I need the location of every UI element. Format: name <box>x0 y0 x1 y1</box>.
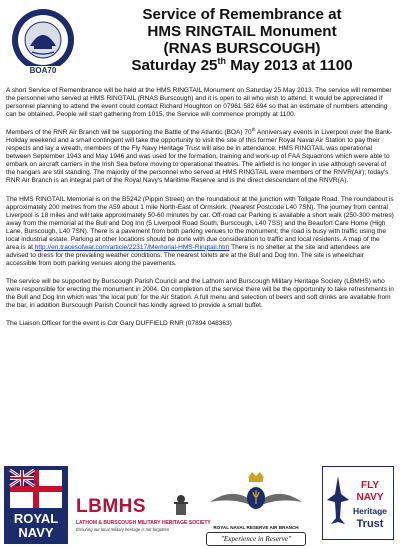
page-title <box>92 6 392 74</box>
lbmhs-tagline: Ensuring our local military heritage is not forgotten <box>76 527 170 532</box>
title-line-1: Service of Remembrance at <box>142 6 342 23</box>
sponsor-logos <box>0 464 400 546</box>
fly-navy-line-2: NAVY <box>356 492 384 503</box>
fly-navy-line-4: Trust <box>356 518 384 530</box>
boa70-label: BOA70 <box>8 66 78 75</box>
royal-navy-line-2: NAVY <box>18 525 54 540</box>
rnr-air-branch-name: ROYAL NAVAL RESERVE AIR BRANCH <box>213 525 299 530</box>
fly-navy-line-1: FLY <box>361 480 379 491</box>
map-link[interactable]: http://en.tracesofwar.com/article/22317/Memorial-HMS-Ringtail.htm <box>34 243 230 251</box>
rnr-air-branch-motto: "Experience in Reserve" <box>206 532 306 546</box>
paragraph-location: The HMS RINGTAIL Memorial is on the B5242 (Pippin Street) on the roundabout at the junction with Tollgate Road. The roundabout is approximately 200 metres from the A59 about 1 mile North-East of Ormskirk. (Nearest Postcode L40 7SN). The journey from central Liverpool is 18 miles and will take approximately 50-60 minutes by car. Off-road car Parking is available a short walk (250-300 metres) away from the memorial at the Bull and Dog Inn (5 Liverpool Road South, Burscough, L40 7SS) and the Beaufort Care Home (High Lane, Burscough, L40 7SN). There is a pavement from both parking venues to the monument; the road is busy with traffic using the local industrial estate. Parking at other locations should be done with due consideration to traffic and local residents. A map of the area is at http://en.tracesofwar.com/article/22317/Memorial-HMS-Ringtail.htm There is no shelter at the site and attendees are advised to dress for the prevailing weather conditions. The nearest toilets are at the Bull and Dog Inn. The site is wheelchair accessible from both parking venues along the pavements. <box>6 195 394 267</box>
title-line-2: HMS RINGTAIL Monument <box>147 23 337 40</box>
paragraph-support: The service will be supported by Burscough Parish Council and the Lathom and Burscough Military Heritage Society (LBMHS) who were responsible for erecting the monument in 2004. On completion of the service there will be the opportunity to take refreshments in the Bull and Dog Inn which was 'the local pub' for the Air Station. A full menu and selection of beers and soft drinks are available from the bar, in addition Burscough Parish Council has kindly agreed to provide a small buffet. <box>6 277 394 310</box>
boa70-badge-icon <box>8 6 78 80</box>
notice-body <box>6 87 394 338</box>
lbmhs-subtitle: LATHOM & BURSCOUGH MILITARY HERITAGE SOCIETY <box>76 520 211 526</box>
paragraph-rnr-air-branch: Members of the RNR Air Branch will be supporting the Battle of the Atlantic (BOA) 70th Anniversary events in Liverpool over the Bank-Holiday weekend and a small contingent will take the opportunity to visit the site of this former Royal Naval Air Station to pay their respects and lay a wreath, members of the Fly Navy Heritage Trust will also be in attendance. HMS RINGTAIL was operational between September 1943 and May 1946 and was used for the formation, training and work-up of FAA Squadrons which were able to embark on aircraft carriers in the Irish Sea before moving to operational theatres. The airfield is no longer in use although several of the hangars are still standing. The majority of the personnel who served at HMS RINGTAIL were members of the RNVR(Air); today's RNR Air Branch is an integral part of the Royal Navy's Maritime Reserve and is the direct descendant of the RNVR(A). <box>6 127 393 185</box>
title-line-4: Saturday 25th May 2013 at 1100 <box>131 55 353 74</box>
fly-navy-heritage-trust-logo <box>322 466 394 540</box>
fly-navy-line-3: Heritage <box>352 506 387 516</box>
rnr-air-branch-logo <box>200 468 312 546</box>
title-line-3: (RNAS BURSCOUGH) <box>163 40 321 57</box>
royal-navy-logo <box>4 466 68 544</box>
paragraph-liaison: The Liaison Officer for the event is Cdr Gary DUFFIELD RNR (07894 048363) <box>6 320 232 328</box>
royal-navy-line-1: ROYAL <box>13 511 59 526</box>
lbmhs-title: LBMHS <box>76 496 147 517</box>
paragraph-intro: A short Service of Remembrance will be held at the HMS RINGTAIL Monument on Saturday 25 May 2013. The service will remember the personnel who served at HMS RINGTAIL (RNAS Burscough) and it is open to all who wish to attend. It would be appreciated if personnel planning to attend the event could contact Richard Houghton on 07961 582 694 so that an estimate of numbers attending can be obtained. People will start gathering from 1015, the Service will commence promptly at 1100. <box>6 87 392 119</box>
lbmhs-logo <box>74 494 211 542</box>
rnr-air-branch-crest-icon <box>200 468 312 524</box>
lbmhs-soldier-icon <box>170 494 192 518</box>
